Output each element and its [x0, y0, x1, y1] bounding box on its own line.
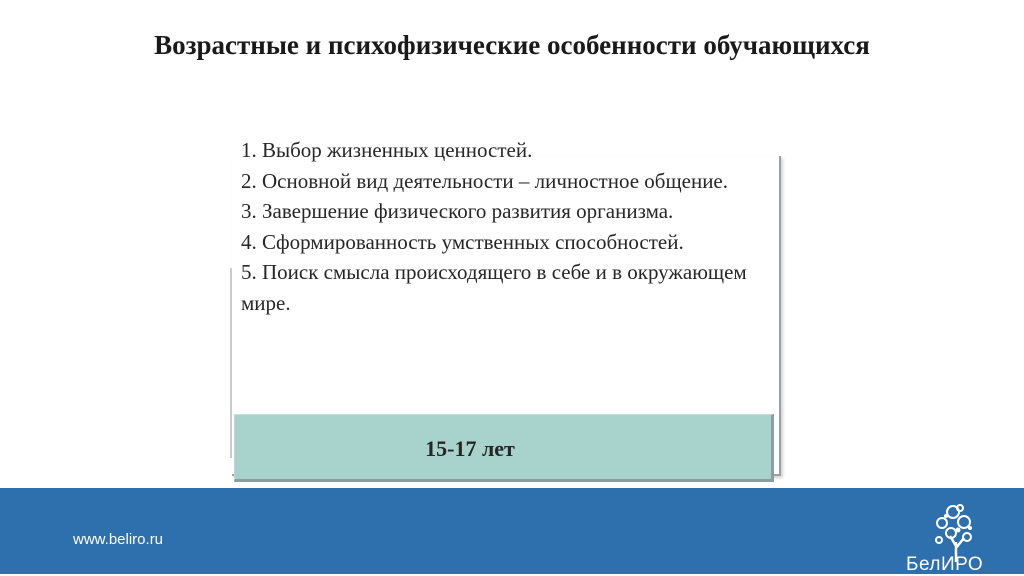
- list-item: 4. Сформированность умственных способностей.: [241, 229, 684, 254]
- site-link[interactable]: www.beliro.ru: [73, 531, 164, 548]
- list-item: 1. Выбор жизненных ценностей.: [241, 138, 533, 162]
- list-item: 3. Завершение физического развития организма.: [241, 199, 674, 223]
- logo-text: БелИРО: [906, 554, 984, 575]
- age-range-label: 15-17 лет: [425, 436, 515, 461]
- tree-icon: [906, 502, 1016, 562]
- footer-bar: [0, 488, 1024, 574]
- slide-title: Возрастные и психофизические особенности обучающихся: [154, 30, 870, 60]
- feature-list: [241, 135, 761, 318]
- card-edge: [230, 268, 232, 458]
- list-item: 5. Поиск смысла происходящего в себе и в окружающем мире.: [241, 260, 747, 315]
- age-range-bar: [234, 414, 774, 482]
- list-item: 2. Основной вид деятельности – личностное общение.: [241, 168, 728, 193]
- beliro-logo: [906, 502, 1016, 574]
